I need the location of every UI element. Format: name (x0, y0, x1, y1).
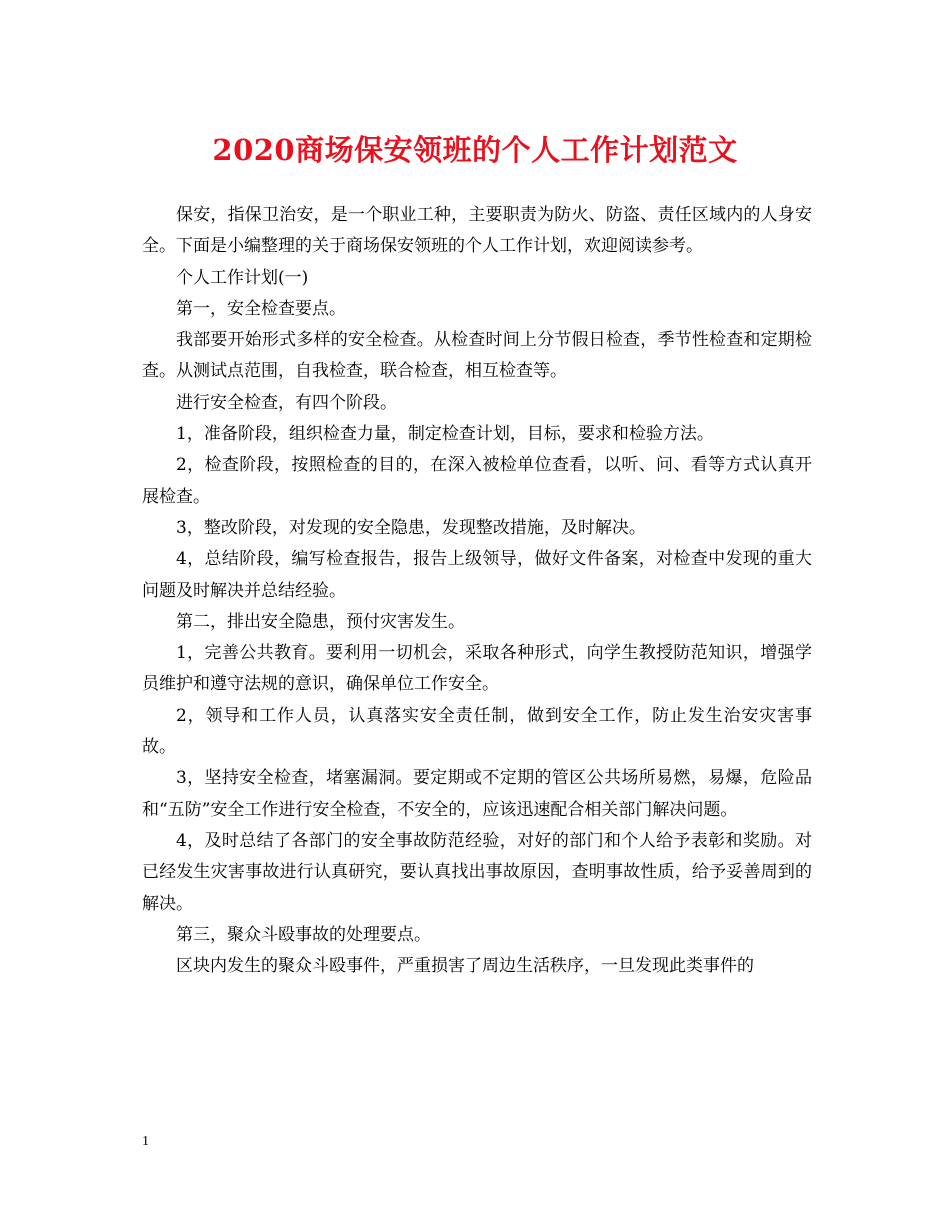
paragraph: 3，坚持安全检查，堵塞漏洞。要定期或不定期的管区公共场所易燃，易爆，危险品和“五防”安全工作进行安全检查，不安全的，应该迅速配合相关部门解决问题。 (142, 768, 812, 820)
document-title: 2020商场保安领班的个人工作计划范文 (212, 133, 738, 167)
paragraph: 2，领导和工作人员，认真落实安全责任制，做到安全工作，防止发生治安灾害事故。 (142, 705, 812, 758)
paragraph-plan-heading: 个人工作计划(一) (176, 267, 309, 288)
paragraph: 区块内发生的聚众斗殴事件，严重损害了周边生活秩序，一旦发现此类事件的 (176, 956, 754, 977)
paragraph: 4，及时总结了各部门的安全事故防范经验，对好的部门和个人给予表彰和奖励。对已经发生灾害事故进行认真研究，要认真找出事故原因，查明事故性质，给予妥善周到的解决。 (142, 830, 812, 914)
paragraph: 进行安全检查，有四个阶段。 (176, 392, 397, 413)
paragraph-section-two: 第二，排出安全隐患，预付灾害发生。 (176, 611, 465, 632)
paragraph: 我部要开始形式多样的安全检查。从检查时间上分节假日检查，季节性检查和定期检查。从测试点范围，自我检查，联合检查，相互检查等。 (142, 330, 812, 382)
paragraph: 3，整改阶段，对发现的安全隐患，发现整改措施，及时解决。 (176, 517, 646, 538)
paragraph-section-three: 第三，聚众斗殴事故的处理要点。 (176, 924, 431, 945)
paragraph: 4，总结阶段，编写检查报告，报告上级领导，做好文件备案，对检查中发现的重大问题及时解决并总结经验。 (142, 549, 812, 601)
paragraph: 1，准备阶段，组织检查力量，制定检查计划，目标，要求和检验方法。 (176, 424, 714, 445)
paragraph-section-one: 第一，安全检查要点。 (176, 298, 346, 319)
page-number: 1 (142, 1134, 149, 1149)
document-body (142, 200, 812, 982)
paragraph: 1，完善公共教育。要利用一切机会，采取各种形式，向学生教授防范知识，增强学员维护和遵守法规的意识，确保单位工作安全。 (142, 643, 812, 695)
paragraph-intro: 保安，指保卫治安，是一个职业工种，主要职责为防火、防盗、责任区域内的人身安全。下面是小编整理的关于商场保安领班的个人工作计划，欢迎阅读参考。 (142, 205, 812, 257)
paragraph: 2，检查阶段，按照检查的目的，在深入被检单位查看，以听、问、看等方式认真开展检查。 (142, 455, 812, 507)
